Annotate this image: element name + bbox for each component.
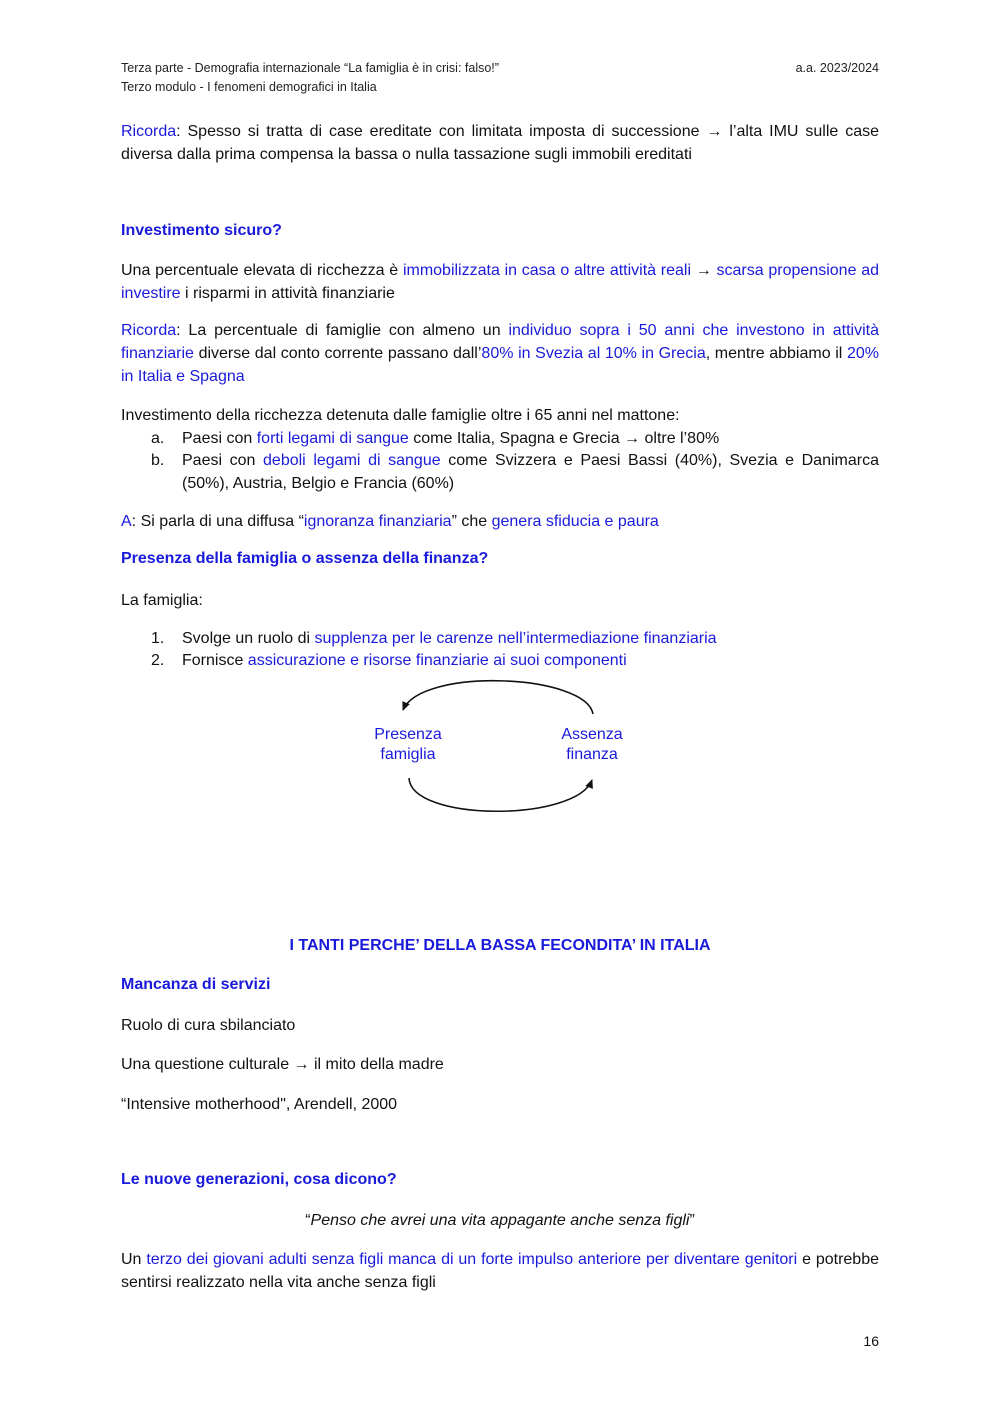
document-page bbox=[121, 0, 879, 1414]
paragraph-la-famiglia: La famiglia: bbox=[121, 592, 203, 609]
paragraph-ignoranza: A: Si parla di una diffusa “ignoranza finanziaria” che genera sfiducia e paura bbox=[121, 513, 659, 530]
section-title-bassa-fecondita: I TANTI PERCHE’ DELLA BASSA FECONDITA’ IN ITALIA bbox=[289, 937, 711, 954]
paragraph-questione-culturale: Una questione culturale → il mito della madre bbox=[121, 1056, 444, 1073]
cycle-diagram bbox=[361, 672, 641, 822]
list-item-a: a. Paesi con forti legami di sangue come Italia, Spagna e Grecia → oltre l’80% bbox=[151, 430, 720, 447]
paragraph-ricchezza: Una percentuale elevata di ricchezza è immobilizzata in casa o altre attività reali → scarsa propensione ad investire i risparmi in attività finanziarie bbox=[121, 262, 880, 302]
heading-nuove-generazioni: Le nuove generazioni, cosa dicono? bbox=[121, 1171, 397, 1188]
node-presenza-famiglia: Presenza famiglia bbox=[374, 726, 442, 763]
header-academic-year: a.a. 2023/2024 bbox=[795, 61, 879, 75]
heading-investimento-sicuro: Investimento sicuro? bbox=[121, 222, 282, 239]
heading-mancanza-servizi: Mancanza di servizi bbox=[121, 976, 271, 993]
ricorda-label: Ricorda bbox=[121, 322, 177, 339]
paragraph-ricorda-imu: Ricorda: Spesso si tratta di case ereditate con limitata imposta di successione → l’alta IMU sulle case diversa dalla prima compensa la bassa o nulla tassazione sugli immobili ereditati bbox=[121, 123, 879, 163]
paragraph-terzo-giovani: Un terzo dei giovani adulti senza figli manca di un forte impulso anteriore per diventare genitori e potrebbe sentirsi realizzato nella vita anche senza figli bbox=[121, 1251, 880, 1291]
list-item-1: 1. Svolge un ruolo di supplenza per le carenze nell’intermediazione finanziaria bbox=[151, 630, 717, 647]
node-assenza-finanza: Assenza finanza bbox=[561, 726, 623, 763]
list-item-2: 2. Fornisce assicurazione e risorse finanziarie ai suoi componenti bbox=[151, 652, 627, 669]
quote: “Penso che avrei una vita appagante anche senza figli” bbox=[305, 1212, 695, 1229]
paragraph-mattone: Investimento della ricchezza detenuta dalle famiglie oltre i 65 anni nel mattone: bbox=[121, 407, 680, 424]
page-number: 16 bbox=[863, 1333, 879, 1349]
top-arrow bbox=[403, 681, 593, 714]
paragraph-intensive-motherhood: “Intensive motherhood", Arendell, 2000 bbox=[121, 1096, 398, 1113]
bottom-arrow bbox=[409, 778, 592, 811]
header-subtitle: Terzo modulo - I fenomeni demografici in Italia bbox=[121, 80, 377, 94]
paragraph-ricorda-investimenti: Ricorda: La percentuale di famiglie con almeno un individuo sopra i 50 anni che investono in attività finanziarie diverse dal conto corrente passano dall’80% in Svezia al 10% in Grecia, mentre abbiamo il 20% in Italia e Spagna bbox=[121, 322, 880, 385]
heading-presenza-famiglia: Presenza della famiglia o assenza della finanza? bbox=[121, 550, 489, 567]
list-item-b: b. Paesi con deboli legami di sangue come Svizzera e Paesi Bassi (40%), Svezia e Danimarca (50%), Austria, Belgio e Francia (60%) bbox=[151, 452, 879, 492]
header-title: Terza parte - Demografia internazionale “La famiglia è in crisi: falso!” bbox=[121, 61, 499, 75]
ricorda-label: Ricorda bbox=[121, 123, 177, 140]
paragraph-ruolo-cura: Ruolo di cura sbilanciato bbox=[121, 1017, 296, 1034]
